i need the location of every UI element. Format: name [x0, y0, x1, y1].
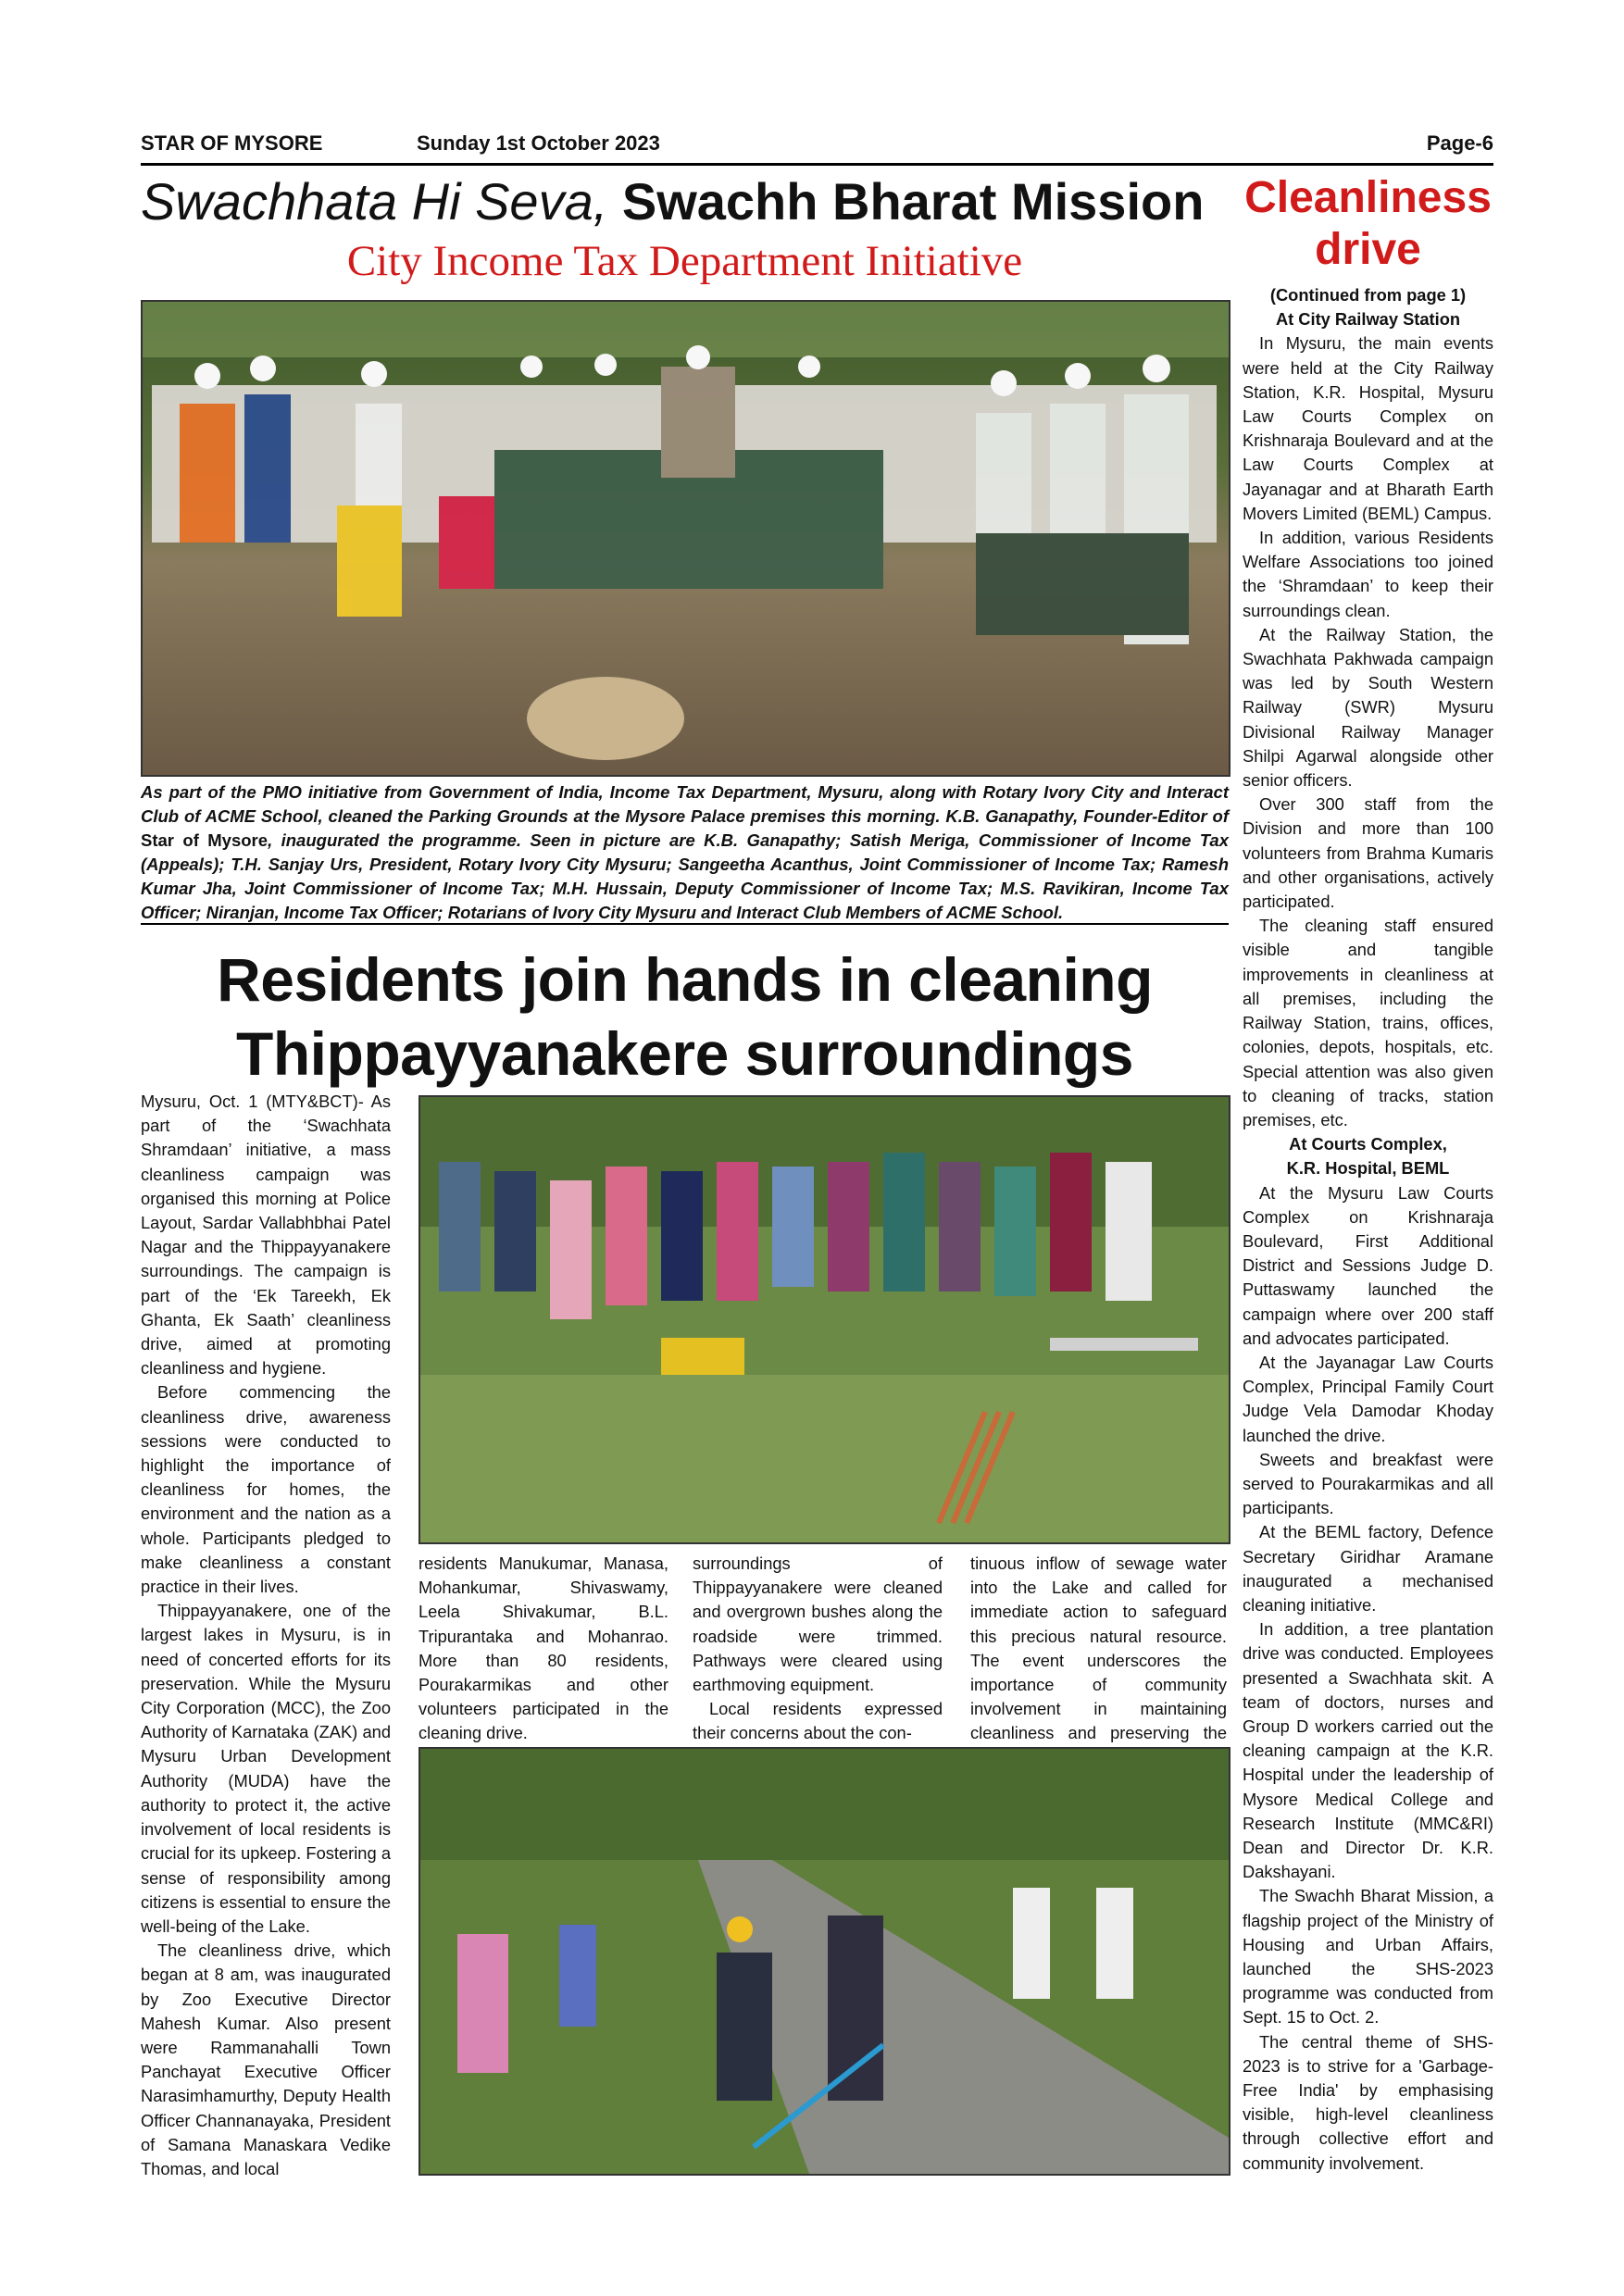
- main-headline-line-2: Thippayyanakere surroundings: [236, 1019, 1133, 1088]
- paragraph: tinuous inflow of sewage water into the Lake and called for immediate action to safeguard this precious natural resource. The event underscores the importance of community involvement in maintaining cleanliness and preserving the: [970, 1554, 1227, 1743]
- road-cleaning-illustration: [420, 1749, 1229, 2174]
- paragraph: The central theme of SHS-2023 is to strive for a 'Garbage-Free India' by emphasising visible, high-level cleanliness through collective effort and community involvement.: [1243, 2031, 1493, 2173]
- continued-note: (Continued from page 1): [1269, 285, 1467, 305]
- subheading-courts: At Courts Complex,: [1289, 1134, 1447, 1154]
- paragraph: residents Manukumar, Manasa, Mohankumar, Shivaswamy, Leela Shivakumar, B.L. Tripurantaka and Mohanrao. More than 80 residents, Pourakarmikas and other volunteers participated in the cleaning drive.: [418, 1554, 668, 1743]
- paragraph: At the Mysuru Law Courts Complex on Krishnaraja Boulevard, First Additional District and Sessions Judge D. Puttaswamy launched the campaign where over 200 staff and advocates participated.: [1243, 1182, 1493, 1348]
- paragraph: At the Jayanagar Law Courts Complex, Principal Family Court Judge Vela Damodar Khoday launched the drive.: [1243, 1352, 1493, 1445]
- caption-part-2: , inaugurated the programme. Seen in picture are K.B. Ganapathy; Satish Meriga, Commissioner of Income Tax (Appeals); T.H. Sanjay Urs, President, Rotary Ivory City Mysuru; Sangeetha Acanthus, Joint Commissioner of Income Tax; Ramesh Kumar Jha, Joint Commissioner of Income Tax; M.H. Hussain, Deputy Commissioner of Income Tax; M.S. Ravikiran, Income Tax Officer; Niranjan, Income Tax Officer; Rotarians of Ivory City Mysuru and Interact Club Members of ACME School.: [141, 830, 1229, 922]
- group-photo-illustration: [143, 302, 1229, 775]
- caption-part-1: As part of the PMO initiative from Government of India, Income Tax Department, Mysuru, along with Rotary Ivory City and Interact Club of ACME School, cleaned the Parking Grounds at the Mysore Palace premises this morning. K.B. Ganapathy, Founder-Editor of: [141, 782, 1229, 826]
- main-story-column-1: [141, 1090, 391, 2181]
- subheading-courts-2: K.R. Hospital, BEML: [1286, 1158, 1450, 1179]
- paragraph: In Mysuru, the main events were held at the City Railway Station, K.R. Hospital, Mysuru Law Courts Complex on Krishnaraja Boulevard and at the Law Courts Complex at Jayanagar and at Bharath Earth Movers Limited (BEML) Campus.: [1243, 333, 1493, 523]
- paragraph: At the BEML factory, Defence Secretary Giridhar Aramane inaugurated a mechanised cleaning initiative.: [1243, 1522, 1493, 1615]
- photo-caption: [141, 780, 1229, 925]
- main-headline-line-1: Residents join hands in cleaning: [217, 945, 1153, 1014]
- main-story-column-3: [693, 1552, 943, 1746]
- main-story-column-2: [418, 1552, 668, 1770]
- paragraph: The cleanliness drive, which began at 8 am, was inaugurated by Zoo Executive Director Mahesh Kumar. Also present were Rammanahalli Town Panchayat Executive Officer Narasimhamurthy, Deputy Health Officer Channanayaka, President of Samana Manaskara Vedike Thomas, and local: [141, 1940, 391, 2178]
- side-headline-line-2: drive: [1315, 225, 1421, 274]
- masthead: [141, 131, 1493, 163]
- subheading-railway: At City Railway Station: [1275, 309, 1461, 330]
- paragraph: At the Railway Station, the Swachhata Pakhwada campaign was led by South Western Railway (SWR) Mysuru Divisional Railway Manager Shilpi Agarwal alongside other senior officers.: [1243, 624, 1493, 791]
- side-headline: [1243, 172, 1493, 276]
- group-photo-palace: [141, 300, 1230, 777]
- paragraph: Sweets and breakfast were served to Pourakarmikas and all participants.: [1243, 1449, 1493, 1518]
- paper-name: STAR OF MYSORE: [141, 131, 323, 155]
- headline-italic: Swachhata Hi Seva,: [141, 172, 608, 231]
- paragraph: Over 300 staff from the Division and more than 100 volunteers from Brahma Kumaris and other organisations, actively participated.: [1243, 794, 1493, 912]
- headline-bold: Swachh Bharat Mission: [621, 172, 1205, 231]
- main-headline: [141, 942, 1229, 1091]
- paragraph: surroundings of Thippayyanakere were cleaned and overgrown bushes along the roadside were trimmed. Pathways were cleared using earthmoving equipment.: [693, 1554, 943, 1695]
- paragraph: In addition, various Residents Welfare Associations too joined the ‘Shramdaan’ to keep their surroundings clean.: [1243, 528, 1493, 620]
- caption-rule: [141, 923, 1229, 925]
- paragraph: Thippayyanakere, one of the largest lakes in Mysuru, is in need of concerted efforts for its preservation. While the Mysuru City Corporation (MCC), the Zoo Authority of Karnataka (ZAK) and Mysuru Urban Development Authority (MUDA) have the authority to protect it, the active involvement of local residents is crucial for its upkeep. Fostering a sense of responsibility among citizens is essential to ensure the well-being of the Lake.: [141, 1601, 391, 1936]
- paragraph: The cleaning staff ensured visible and tangible improvements in cleanliness at all premises, including the Railway Station, trains, offices, colonies, depots, hospitals, etc. Special attention was also given to cleaning of tracks, station premises, etc.: [1243, 916, 1493, 1129]
- paragraph: The Swachh Bharat Mission, a flagship project of the Ministry of Housing and Urban Affairs, launched the SHS-2023 programme was conducted from Sept. 15 to Oct. 2.: [1243, 1886, 1493, 2028]
- top-subheadline: City Income Tax Department Initiative: [346, 237, 1023, 285]
- header-rule: [141, 163, 1493, 166]
- side-headline-line-1: Cleanliness: [1244, 173, 1492, 222]
- paragraph: Before commencing the cleanliness drive, awareness sessions were conducted to highlight the importance of cleanliness for homes, the environment and the nation as a whole. Participants pledged to make cleanliness a constant practice in their lives.: [141, 1382, 391, 1597]
- pledge-photo-illustration: [420, 1097, 1229, 1542]
- paragraph: Mysuru, Oct. 1 (MTY&BCT)- As part of the ‘Swachhata Shramdaan’ initiative, a mass cleanliness campaign was organised this morning at Police Layout, Sardar Vallabhbhai Patel Nagar and the Thippayyanakere surroundings. The campaign is part of the ‘Ek Tareekh, Ek Ghanta, Ek Saath’ cleanliness drive, aimed at promoting cleanliness and hygiene.: [141, 1092, 391, 1379]
- paragraph: In addition, a tree plantation drive was conducted. Employees presented a Swachhata skit. A team of doctors, nurses and Group D workers carried out the cleaning campaign at the K.R. Hospital under the leadership of Mysore Medical College and Research Institute (MMC&RI) Dean and Director Dr. K.R. Dakshayani.: [1243, 1619, 1493, 1882]
- pledge-photo: [418, 1095, 1230, 1544]
- caption-publication: Star of Mysore: [141, 830, 269, 850]
- road-cleaning-photo: [418, 1747, 1230, 2176]
- paragraph: Local residents expressed their concerns about the con-: [693, 1699, 943, 1743]
- side-story-column: [1243, 283, 1493, 2176]
- main-story-column-4: [970, 1552, 1227, 1770]
- page-number: Page-6: [1426, 131, 1493, 155]
- issue-date: Sunday 1st October 2023: [417, 131, 660, 155]
- top-headline: [141, 172, 1229, 231]
